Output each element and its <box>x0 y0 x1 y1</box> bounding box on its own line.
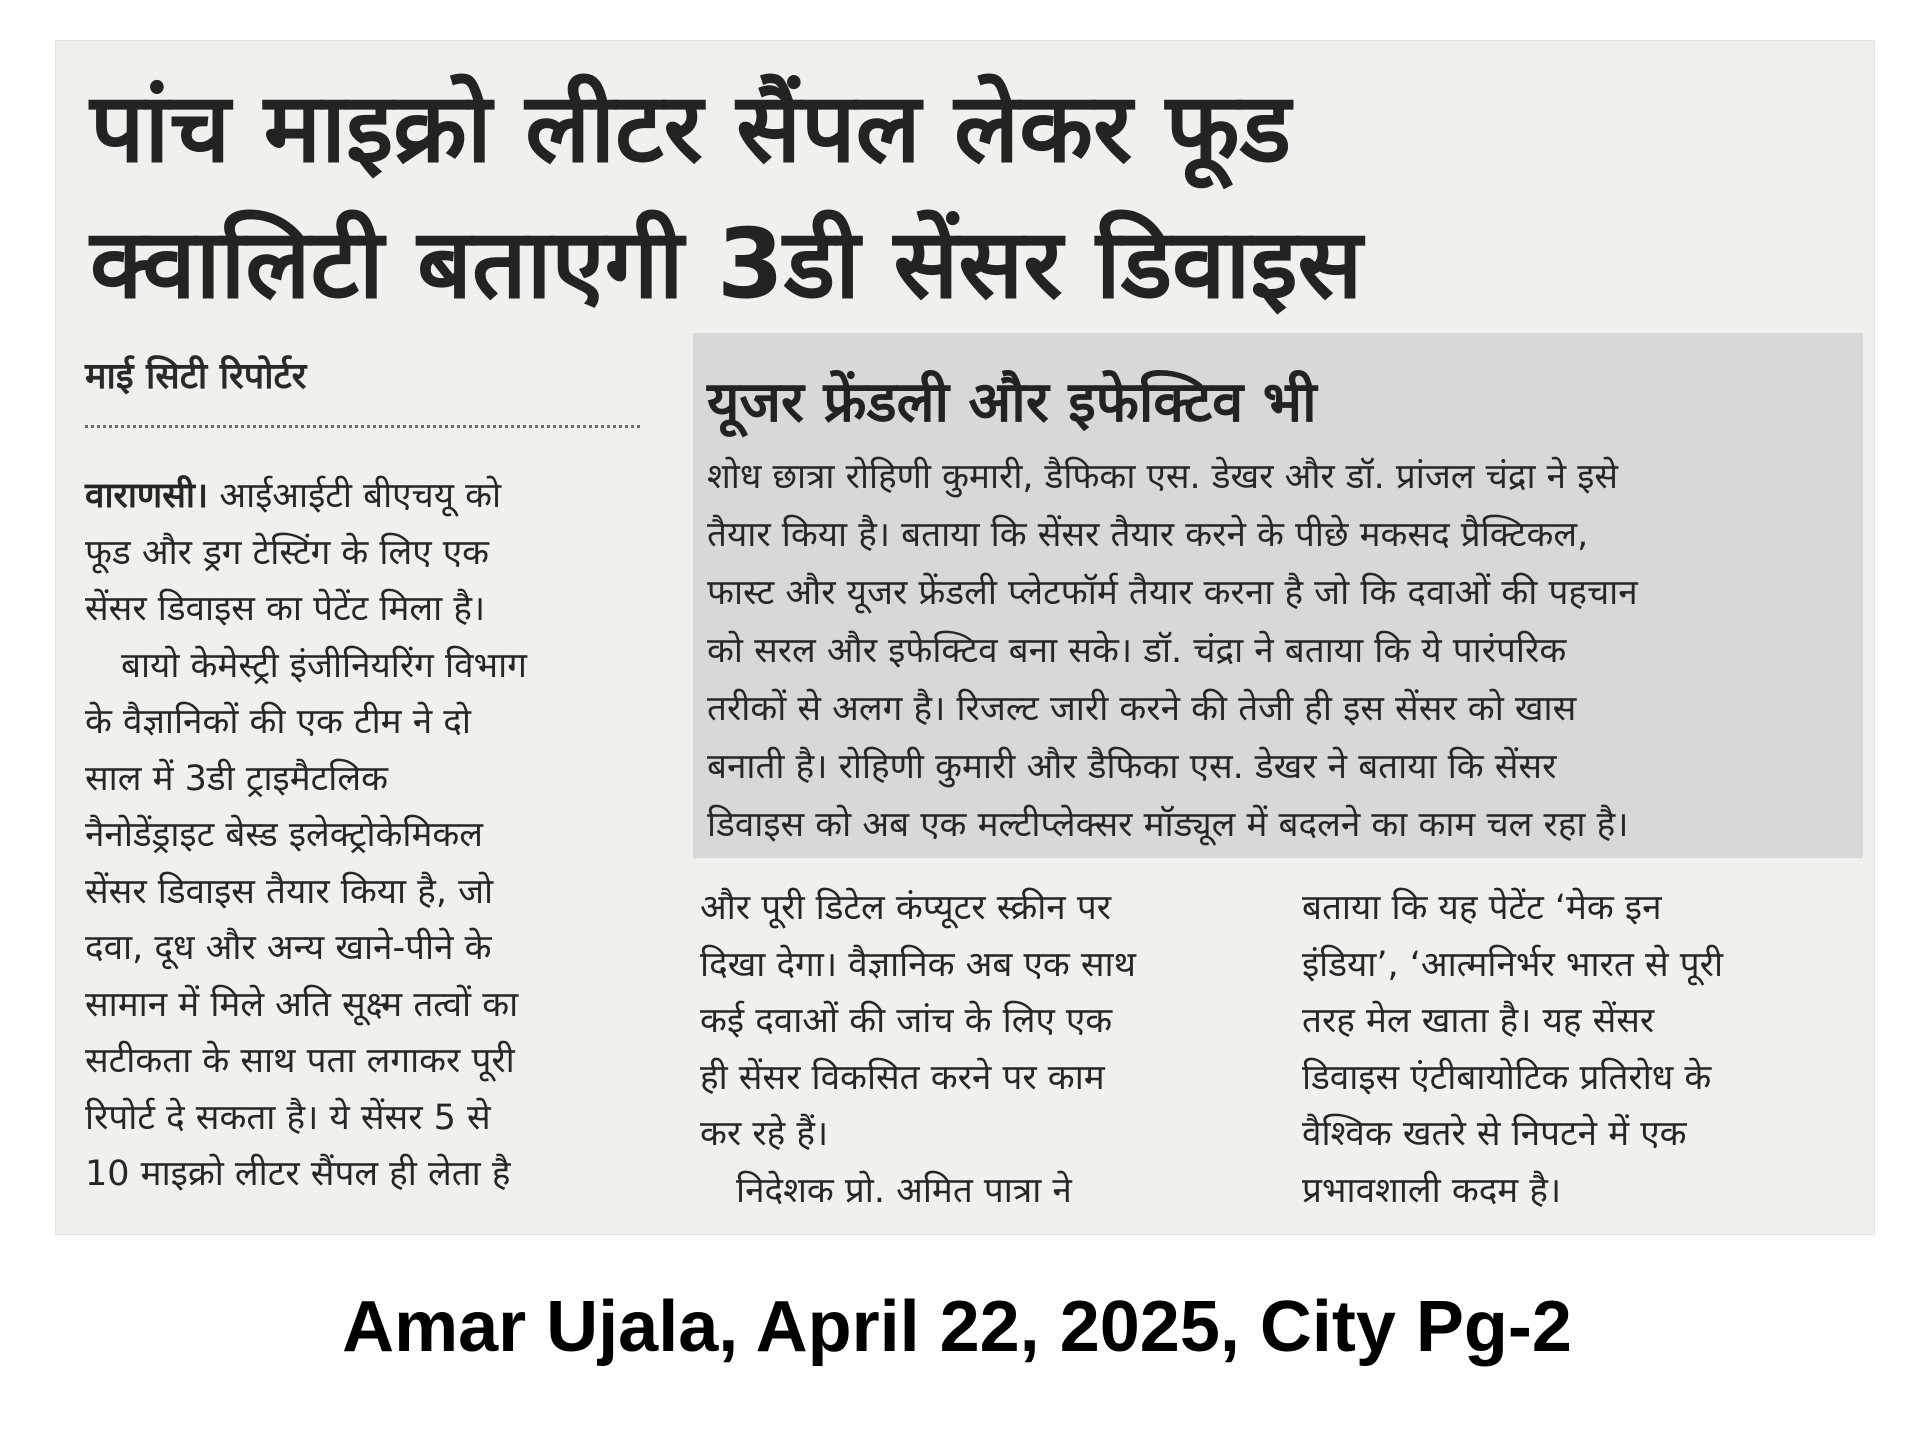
column-line: दवा, दूध और अन्य खाने-पीने के <box>85 928 492 968</box>
column-line: सटीकता के साथ पता लगाकर पूरी <box>85 1041 515 1081</box>
right-column <box>1302 880 1862 1219</box>
sidebar-body <box>707 448 1857 854</box>
column-line: कई दवाओं की जांच के लिए एक <box>700 1001 1113 1041</box>
dateline: वाराणसी। <box>85 476 209 516</box>
headline-line: पांच माइक्रो लीटर सैंपल लेकर फूड <box>90 72 1292 184</box>
sidebar-line: फास्ट और यूजर फ्रेंडली प्लेटफॉर्म तैयार करना है जो कि दवाओं की पहचान <box>707 573 1638 613</box>
column-line: निदेशक प्रो. अमित पात्रा ने <box>736 1170 1072 1211</box>
column-line: नैनोडेंड्राइट बेस्ड इलेक्ट्रोकेमिकल <box>85 815 484 855</box>
byline: माई सिटी रिपोर्टर <box>85 350 640 428</box>
sidebar-line: डिवाइस को अब एक मल्टीप्लेक्सर मॉड्यूल में बदलने का काम चल रहा है। <box>707 805 1629 845</box>
column-line: सेंसर डिवाइस तैयार किया है, जो <box>85 871 494 912</box>
column-line: ही सेंसर विकसित करने पर काम <box>700 1057 1105 1098</box>
column-line <box>85 468 645 525</box>
sidebar-line: को सरल और इफेक्टिव बना सके। डॉ. चंद्रा ने बताया कि ये पारंपरिक <box>707 631 1567 671</box>
sidebar-line: बनाती है। रोहिणी कुमारी और डैफिका एस. डेखर ने बताया कि सेंसर <box>707 747 1557 787</box>
column-line: इंडिया’, ‘आत्मनिर्भर भारत से पूरी <box>1302 944 1724 985</box>
headline-line: क्वालिटी बताएगी 3डी सेंसर डिवाइस <box>90 208 1363 320</box>
column-line: सामान में मिले अति सूक्ष्म तत्वों का <box>85 984 519 1025</box>
column-line: प्रभावशाली कदम है। <box>1302 1170 1562 1211</box>
left-column <box>85 468 645 1203</box>
column-line: बताया कि यह पेटेंट ‘मेक इन <box>1302 888 1662 928</box>
column-line: बायो केमेस्ट्री इंजीनियरिंग विभाग <box>121 645 527 686</box>
column-line: साल में 3डी ट्राइमैटलिक <box>85 758 388 799</box>
column-line: सेंसर डिवाइस का पेटेंट मिला है। <box>85 589 486 629</box>
column-line: डिवाइस एंटीबायोटिक प्रतिरोध के <box>1302 1057 1712 1098</box>
column-line: फूड और ड्रग टेस्टिंग के लिए एक <box>85 532 489 573</box>
column-line: और पूरी डिटेल कंप्यूटर स्क्रीन पर <box>700 888 1112 928</box>
column-line: रिपोर्ट दे सकता है। ये सेंसर 5 से <box>85 1097 491 1138</box>
column-line-text: आईआईटी बीएचयू को <box>219 476 502 516</box>
column-line: 10 माइक्रो लीटर सैंपल ही लेता है <box>85 1154 511 1194</box>
middle-column <box>700 880 1255 1219</box>
column-line: वैश्विक खतरे से निपटने में एक <box>1302 1114 1687 1154</box>
sidebar-line: शोध छात्रा रोहिणी कुमारी, डैफिका एस. डेखर और डॉ. प्रांजल चंद्रा ने इसे <box>707 457 1619 497</box>
column-line: तरह मेल खाता है। यह सेंसर <box>1302 1001 1655 1041</box>
sidebar-line: तरीकों से अलग है। रिजल्ट जारी करने की तेजी ही इस सेंसर को खास <box>707 689 1577 729</box>
source-caption: Amar Ujala, April 22, 2025, City Pg-2 <box>342 1287 1572 1367</box>
column-line: दिखा देगा। वैज्ञानिक अब एक साथ <box>700 944 1136 985</box>
sidebar-line: तैयार किया है। बताया कि सेंसर तैयार करने के पीछे मकसद प्रैक्टिकल, <box>707 515 1589 555</box>
column-line: के वैज्ञानिकों की एक टीम ने दो <box>85 702 471 742</box>
headline <box>90 60 1850 332</box>
sidebar-title: यूजर फ्रेंडली और इफेक्टिव भी <box>707 370 1317 435</box>
column-line: कर रहे हैं। <box>700 1114 829 1154</box>
